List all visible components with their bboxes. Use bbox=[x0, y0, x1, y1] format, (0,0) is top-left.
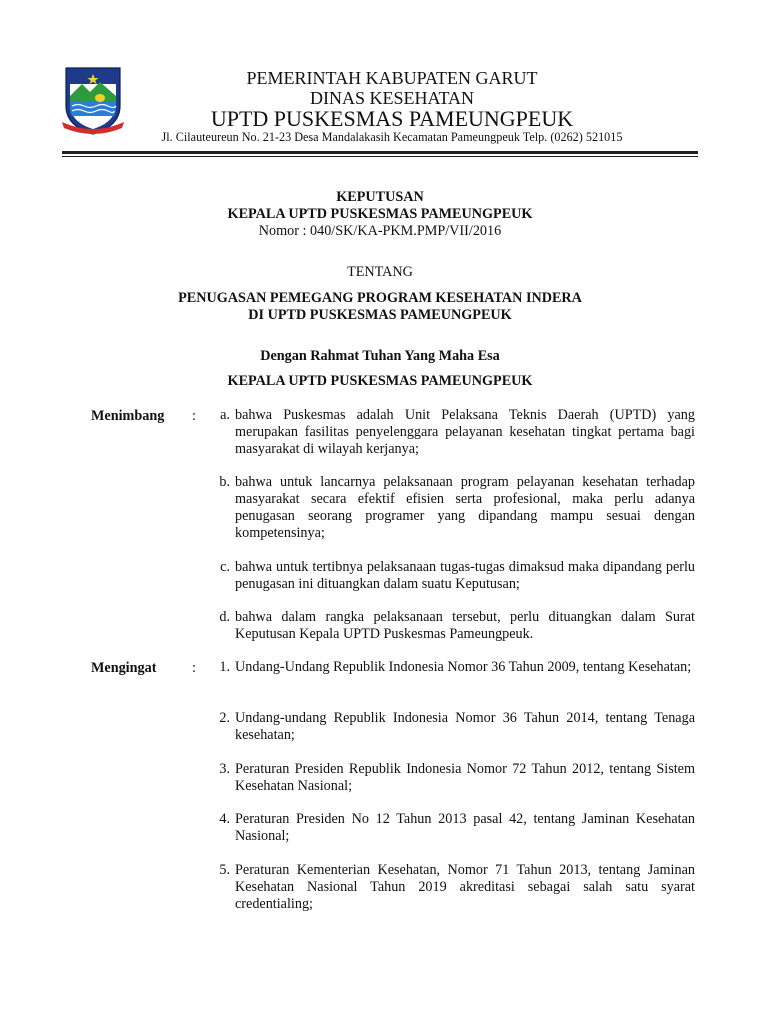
menimbang-item-d bbox=[202, 609, 695, 643]
letterhead-address: Jl. Cilauteureun No. 21-23 Desa Mandalakasih Kecamatan Pameungpeuk Telp. (0262) 521015 bbox=[161, 130, 623, 144]
subject-line-1: PENUGASAN PEMEGANG PROGRAM KESEHATAN INDERA bbox=[178, 290, 582, 306]
garut-regency-logo bbox=[60, 62, 126, 138]
item-marker: c. bbox=[220, 559, 230, 575]
item-marker: 4. bbox=[219, 811, 230, 827]
issuer-heading-2: KEPALA UPTD PUSKESMAS PAMEUNGPEUK bbox=[227, 373, 533, 389]
item-text: Peraturan Presiden No 12 Tahun 2013 pasal 42, tentang Jaminan Kesehatan Nasional; bbox=[235, 811, 695, 844]
menimbang-item-a bbox=[202, 407, 695, 458]
item-marker: b. bbox=[219, 474, 230, 490]
item-marker: 2. bbox=[219, 710, 230, 726]
item-text: Peraturan Presiden Republik Indonesia Nomor 72 Tahun 2012, tentang Sistem Kesehatan Nasional; bbox=[235, 761, 695, 794]
mengingat-item-2 bbox=[202, 710, 695, 744]
mengingat-colon: : bbox=[192, 660, 196, 676]
menimbang-colon: : bbox=[192, 408, 196, 424]
mengingat-item-4 bbox=[202, 811, 695, 845]
item-marker: d. bbox=[219, 609, 230, 625]
issuer-heading: KEPALA UPTD PUSKESMAS PAMEUNGPEUK bbox=[227, 206, 533, 222]
subject-line-2: DI UPTD PUSKESMAS PAMEUNGPEUK bbox=[248, 307, 512, 323]
item-text: bahwa untuk lancarnya pelaksanaan program pelayanan kesehatan terhadap masyarakat secara efektif efisien serta profesional, maka perlu adanya penugasan seorang programer yang dipandang mampu sesuai dengan kompetensinya; bbox=[235, 474, 695, 541]
menimbang-label: Menimbang bbox=[91, 408, 165, 424]
letterhead-rule-thin bbox=[62, 156, 698, 157]
menimbang-item-c bbox=[202, 559, 695, 593]
letterhead-rule-thick bbox=[62, 151, 698, 154]
mengingat-item-3 bbox=[202, 761, 695, 795]
item-marker: 1. bbox=[219, 659, 230, 675]
letterhead-government: PEMERINTAH KABUPATEN GARUT bbox=[246, 68, 538, 88]
item-marker: a. bbox=[220, 407, 230, 423]
item-text: bahwa untuk tertibnya pelaksanaan tugas-tugas dimaksud maka dipandang perlu penugasan ini dituangkan dalam suatu Keputusan; bbox=[235, 559, 695, 592]
item-marker: 3. bbox=[219, 761, 230, 777]
decision-heading: KEPUTUSAN bbox=[336, 189, 424, 205]
letterhead-office: UPTD PUSKESMAS PAMEUNGPEUK bbox=[210, 106, 574, 131]
item-marker: 5. bbox=[219, 862, 230, 878]
mengingat-item-1 bbox=[202, 659, 695, 676]
mengingat-item-5 bbox=[202, 862, 695, 913]
mengingat-label: Mengingat bbox=[91, 660, 157, 676]
decision-number: Nomor : 040/SK/KA-PKM.PMP/VII/2016 bbox=[258, 223, 502, 239]
item-text: Peraturan Kementerian Kesehatan, Nomor 71 Tahun 2013, tentang Jaminan Kesehatan Nasional Tahun 2019 akreditasi sebagai salah satu syarat credentialing; bbox=[235, 862, 695, 912]
letterhead-agency: DINAS KESEHATAN bbox=[309, 88, 475, 108]
invocation: Dengan Rahmat Tuhan Yang Maha Esa bbox=[260, 348, 500, 364]
item-text: bahwa Puskesmas adalah Unit Pelaksana Teknis Daerah (UPTD) yang merupakan fasilitas penyelenggara pelayanan kesehatan tingkat pertama bagi masyarakat di wilayah kerjanya; bbox=[235, 407, 695, 457]
menimbang-item-b bbox=[202, 474, 695, 542]
item-text: Undang-Undang Republik Indonesia Nomor 36 Tahun 2009, tentang Kesehatan; bbox=[235, 659, 692, 675]
item-text: bahwa dalam rangka pelaksanaan tersebut, perlu dituangkan dalam Surat Keputusan Kepala UPTD Puskesmas Pameungpeuk. bbox=[235, 609, 695, 642]
item-text: Undang-undang Republik Indonesia Nomor 36 Tahun 2014, tentang Tenaga kesehatan; bbox=[235, 710, 695, 743]
about-heading: TENTANG bbox=[347, 264, 413, 280]
